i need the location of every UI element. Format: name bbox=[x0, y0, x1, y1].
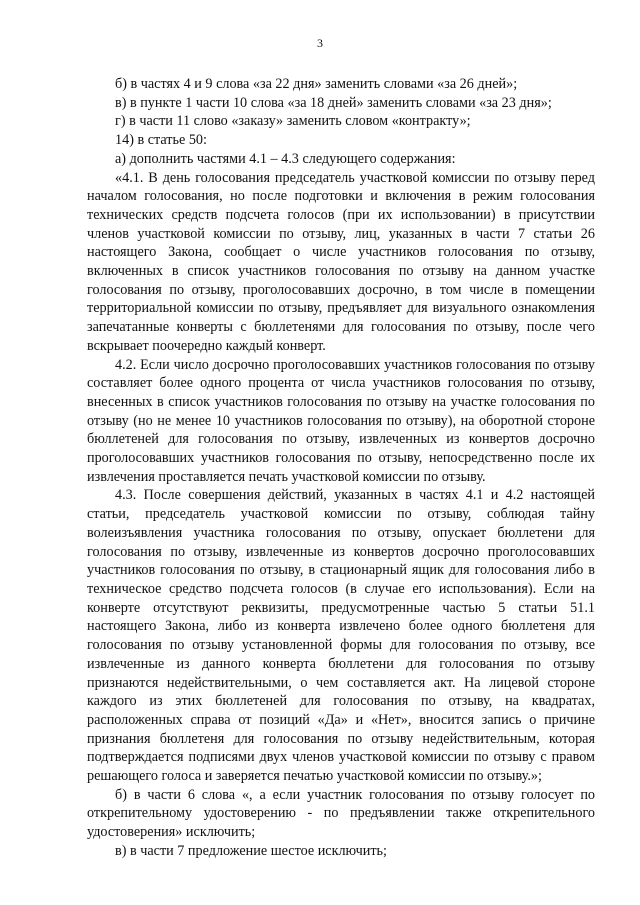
paragraph-amend-b: б) в частях 4 и 9 слова «за 22 дня» заменить словами «за 26 дней»; bbox=[115, 76, 518, 92]
paragraph-amend-a: а) дополнить частями 4.1 – 4.3 следующего содержания: bbox=[115, 150, 456, 167]
page-number: 3 bbox=[317, 36, 323, 50]
paragraph-part-4-3: 4.3. После совершения действий, указанных в частях 4.1 и 4.2 настоящей статьи, председатель участковой комиссии по отзыву, соблюдая тайну волеизъявления участника голосования по отзыву, опускает бюллетени для голосования по отзыву, извлеченные из конвертов досрочно проголосовавших участников голосования по отзыву, в стационарный ящик для голосования либо в техническое средство подсчета голосов (в случае его использования). Если на конверте отсутствуют реквизиты, предусмотренные частью 5 статьи 51.1 настоящего Закона, либо из конверта извлечено более одного бюллетеня для голосования по отзыву установленной формы для голосования по отзыву, все извлеченные из данного конверта бюллетени для голосования по отзыву признаются недействительными, о чем составляется акт. На лицевой стороне каждого из этих бюллетеней для голосования по отзыву, на квадратах, расположенных справа от позиций «Да» и «Нет», вносится запись о причине признания бюллетеня для голосования по отзыву недействительным, которая подтверждается подписями двух членов участковой комиссии по отзыву с правом решающего голоса и заверяется печатью участковой комиссии по отзыву.»; bbox=[87, 487, 595, 785]
document-body bbox=[87, 75, 595, 861]
paragraph-part-4-2: 4.2. Если число досрочно проголосовавших участников голосования по отзыву составляет более одного процента от числа участников голосования по отзыву, внесенных в список участников голосования по отзыву на участке голосования по отзыву (но не менее 10 участников голосования по отзыву), на оборотной стороне бюллетеней для голосования по отзыву, извлеченных из конвертов досрочно проголосовавших участников голосования по отзыву, непосредственно после их извлечения проставляется печать участковой комиссии по отзыву. bbox=[87, 356, 595, 485]
paragraph-article-50: 14) в статье 50: bbox=[115, 132, 207, 149]
paragraph-part-6: б) в части 6 слова «, а если участник голосования по отзыву голосует по открепительному удостоверению - по предъявлении также открепительного удостоверения» исключить; bbox=[87, 786, 595, 841]
paragraph-amend-v: в) в пункте 1 части 10 слова «за 18 дней» заменить словами «за 23 дня»; bbox=[115, 94, 552, 111]
paragraph-amend-g: г) в части 11 слово «заказу» заменить словом «контракту»; bbox=[115, 113, 471, 130]
paragraph-part-7: в) в части 7 предложение шестое исключить; bbox=[115, 842, 387, 859]
paragraph-part-4-1: «4.1. В день голосования председатель участковой комиссии по отзыву перед началом голосования, но после подготовки и включения в режим голосования технических средств подсчета голосов (при их использовании) в присутствии членов участковой комиссии по отзыву, лиц, указанных в части 7 статьи 26 настоящего Закона, сообщает о числе участников голосования по отзыву, включенных в список участников голосования по отзыву на данном участке голосования по отзыву, проголосовавших досрочно, в том числе в помещении территориальной комиссии по отзыву, предъявляет для визуального ознакомления запечатанные конверты с бюллетенями для голосования по отзыву, после чего вскрывает поочередно каждый конверт. bbox=[87, 169, 595, 354]
